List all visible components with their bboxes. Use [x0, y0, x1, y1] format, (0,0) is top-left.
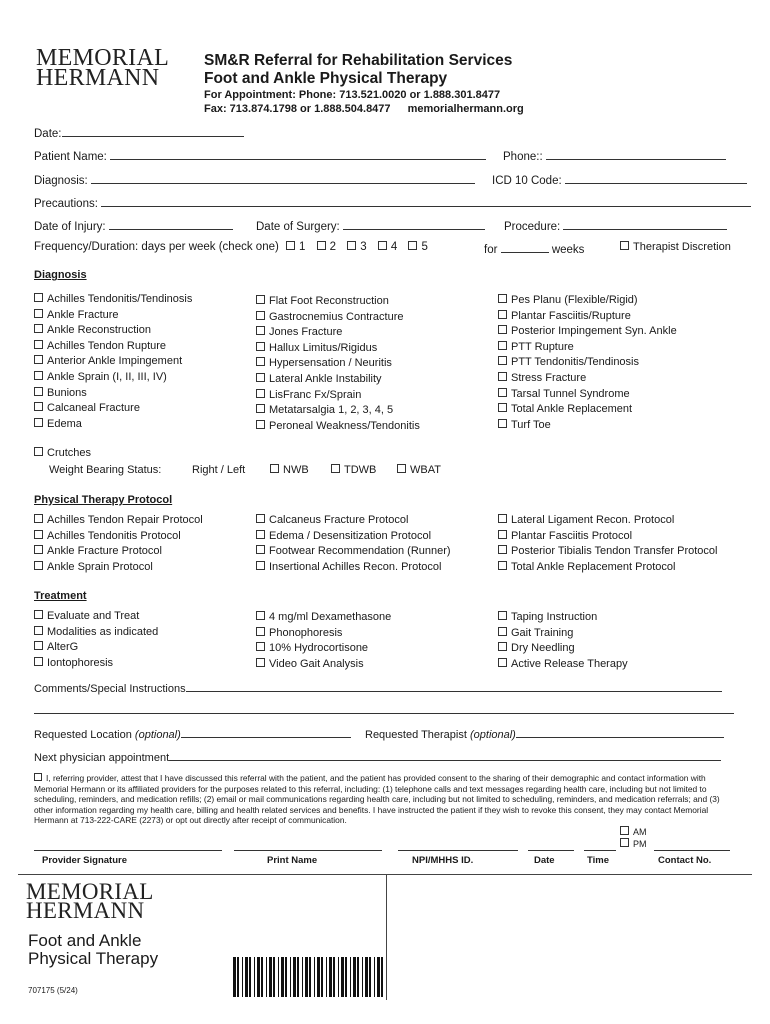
freq-option-4[interactable]: [378, 241, 397, 253]
checkbox-option[interactable]: [498, 610, 628, 626]
consent-statement[interactable]: [34, 773, 734, 826]
requested-location-field[interactable]: [34, 726, 351, 741]
option-label: Hypersensation / Neuritis: [269, 357, 392, 370]
checkbox-option[interactable]: [256, 544, 451, 560]
diagnosis-column-3: [498, 293, 677, 433]
option-label: Active Release Therapy: [511, 657, 628, 670]
option-label: 4 mg/ml Dexamethasone: [269, 611, 392, 623]
checkbox-option[interactable]: [498, 355, 677, 371]
procedure-label: Procedure:: [504, 221, 561, 233]
checkbox-option[interactable]: [256, 626, 391, 642]
side-label: Right / Left: [192, 464, 246, 476]
option-label: Calcaneal Fracture: [47, 402, 140, 415]
checkbox[interactable]: [256, 627, 265, 636]
logo-line-2: HERMANN: [36, 65, 160, 91]
option-label: Tarsal Tunnel Syndrome: [511, 387, 630, 400]
checkbox-option[interactable]: [256, 388, 420, 404]
pm-option[interactable]: [620, 838, 647, 850]
option-label: Peroneal Weakness/Tendonitis: [269, 419, 420, 432]
comments-line-2[interactable]: [34, 713, 734, 714]
option-label: Ankle Reconstruction: [47, 324, 151, 337]
memorial-hermann-logo: [36, 46, 169, 90]
option-label: Edema / Desensitization Protocol: [269, 529, 432, 542]
footer-logo-line-2: HERMANN: [26, 898, 145, 923]
checkbox[interactable]: [34, 387, 43, 396]
comments-field[interactable]: [34, 680, 722, 695]
freq-option-label: 5: [421, 241, 428, 253]
weeks-label: weeks: [551, 244, 585, 256]
comments-label: Comments/Special Instructions: [34, 683, 186, 695]
checkbox-option[interactable]: [498, 387, 677, 403]
protocol-column-2: [256, 513, 451, 575]
checkbox[interactable]: [286, 241, 295, 250]
fax-text: Fax: 713.874.1798 or 1.888.504.8477: [204, 103, 391, 115]
option-label: Ankle Sprain (I, II, III, IV): [47, 370, 167, 383]
checkbox[interactable]: [317, 241, 326, 250]
checkbox[interactable]: [498, 545, 507, 554]
weight-bearing-row: [49, 463, 161, 479]
date-line[interactable]: [528, 850, 574, 851]
checkbox-option[interactable]: [34, 401, 192, 417]
icd-label: ICD 10 Code:: [492, 175, 562, 187]
diagnosis-column-1: [34, 292, 192, 432]
date-of-surgery-label: Date of Surgery:: [256, 221, 340, 233]
checkbox-option[interactable]: [256, 513, 451, 529]
date-label: Date:: [34, 128, 62, 140]
checkbox-option[interactable]: [34, 544, 203, 560]
checkbox-option[interactable]: [34, 609, 158, 625]
checkbox[interactable]: [34, 371, 43, 380]
checkbox[interactable]: [34, 561, 43, 570]
requested-therapist-label: Requested Therapist: [365, 729, 467, 741]
option-label: Calcaneus Fracture Protocol: [269, 514, 409, 526]
therapist-discretion-option[interactable]: [620, 240, 731, 256]
checkbox-option[interactable]: [34, 339, 192, 355]
therapist-discretion-label: Therapist Discretion: [633, 241, 731, 253]
option-label: Posterior Impingement Syn. Ankle: [511, 325, 677, 338]
checkbox-option[interactable]: [498, 371, 677, 387]
checkbox-option[interactable]: [256, 341, 420, 357]
option-label: Stress Fracture: [511, 371, 587, 384]
contact-no-label: Contact No.: [658, 855, 712, 866]
crutches-label: Crutches: [47, 447, 92, 459]
freq-option-2[interactable]: [317, 241, 336, 253]
checkbox-option[interactable]: [34, 560, 203, 576]
print-name-line[interactable]: [234, 850, 382, 851]
option-label: Total Ankle Replacement: [511, 403, 633, 416]
am-label: AM: [633, 827, 647, 837]
appointment-phone: For Appointment: Phone: 713.521.0020 or 1.888.301.8477: [204, 89, 501, 101]
option-label: Footwear Recommendation (Runner): [269, 545, 451, 558]
checkbox[interactable]: [34, 657, 43, 666]
checkbox[interactable]: [498, 372, 507, 381]
option-label: Phonophoresis: [269, 626, 343, 639]
crutches-option[interactable]: [34, 446, 91, 462]
date-of-injury-field[interactable]: [34, 218, 233, 233]
checkbox[interactable]: [34, 355, 43, 364]
checkbox-option[interactable]: [256, 325, 420, 341]
date-of-injury-line[interactable]: [109, 218, 233, 230]
checkbox[interactable]: [256, 611, 265, 620]
option-label: Evaluate and Treat: [47, 610, 140, 622]
date-label: Date: [534, 855, 555, 866]
option-label: Plantar Fasciitis/Rupture: [511, 309, 631, 322]
checkbox[interactable]: [498, 658, 507, 667]
checkbox-option[interactable]: [498, 544, 717, 560]
checkbox-option[interactable]: [34, 417, 192, 433]
diagnosis-column-2: [256, 294, 420, 434]
checkbox-option[interactable]: [498, 560, 717, 576]
checkbox[interactable]: [256, 404, 265, 413]
option-label: Total Ankle Replacement Protocol: [511, 560, 676, 573]
checkbox[interactable]: [34, 293, 43, 302]
checkbox-option[interactable]: [34, 386, 192, 402]
weight-bearing-label: Weight Bearing Status:: [49, 464, 162, 476]
option-label: Achilles Tendonitis Protocol: [47, 529, 181, 542]
diagnosis-field[interactable]: [34, 172, 475, 187]
checkbox-option[interactable]: [256, 310, 420, 326]
checkbox[interactable]: [498, 294, 507, 303]
footer-logo-line-1: MEMORIAL: [26, 879, 154, 904]
footer-divider: [386, 874, 387, 1000]
time-line[interactable]: [584, 850, 616, 851]
checkbox[interactable]: [378, 241, 387, 250]
checkbox[interactable]: [498, 561, 507, 570]
option-label: Achilles Tendonitis/Tendinosis: [47, 293, 193, 305]
freq-option-3[interactable]: [347, 241, 366, 253]
checkbox[interactable]: [498, 642, 507, 651]
patient-name-field[interactable]: [34, 148, 486, 163]
phone-line[interactable]: [546, 148, 726, 160]
checkbox[interactable]: [34, 324, 43, 333]
consent-checkbox[interactable]: [34, 773, 42, 781]
option-label: Achilles Tendon Rupture: [47, 339, 167, 352]
optional-label: (optional): [134, 729, 181, 741]
checkbox-option[interactable]: [498, 529, 717, 545]
am-option[interactable]: [620, 826, 647, 838]
checkbox[interactable]: [34, 530, 43, 539]
pm-label: PM: [633, 839, 647, 849]
option-label: 10% Hydrocortisone: [269, 642, 369, 655]
form-number: 707175 (5/24): [28, 986, 78, 995]
wb-option-tdwb[interactable]: [331, 463, 376, 479]
option-label: Lateral Ankle Instability: [269, 372, 382, 385]
next-appointment-label: Next physician appointment: [34, 752, 170, 764]
form-subtitle: Foot and Ankle Physical Therapy: [204, 70, 448, 87]
checkbox[interactable]: [498, 530, 507, 539]
checkbox[interactable]: [34, 402, 43, 411]
npi-label: NPI/MHHS ID.: [412, 855, 474, 866]
provider-signature-line[interactable]: [34, 850, 222, 851]
option-label: Flat Foot Reconstruction: [269, 295, 389, 307]
protocol-column-1: [34, 513, 203, 575]
date-of-injury-label: Date of Injury:: [34, 221, 106, 233]
checkbox[interactable]: [34, 610, 43, 619]
patient-name-label: Patient Name:: [34, 151, 107, 163]
precautions-line[interactable]: [101, 195, 751, 207]
optional-label: (optional): [469, 729, 516, 741]
checkbox-option[interactable]: [34, 529, 203, 545]
checkbox[interactable]: [397, 464, 406, 473]
wb-option-label: TDWB: [344, 464, 377, 476]
checkbox[interactable]: [498, 310, 507, 319]
checkbox-option[interactable]: [498, 641, 628, 657]
checkbox[interactable]: [408, 241, 417, 250]
precautions-field[interactable]: [34, 195, 751, 210]
checkbox-option[interactable]: [256, 560, 451, 576]
checkbox[interactable]: [256, 420, 265, 429]
requested-location-line[interactable]: [181, 726, 351, 738]
checkbox-option[interactable]: [34, 323, 192, 339]
option-label: Edema: [47, 417, 82, 430]
checkbox[interactable]: [34, 418, 43, 427]
wb-option-label: NWB: [283, 464, 309, 476]
checkbox[interactable]: [498, 356, 507, 365]
freq-option-label: 4: [390, 241, 398, 253]
checkbox[interactable]: [256, 545, 265, 554]
wb-option-label: WBAT: [410, 464, 441, 476]
checkbox-option[interactable]: [34, 292, 192, 308]
protocol-column-3: [498, 513, 717, 575]
checkbox-option[interactable]: [34, 354, 192, 370]
date-line[interactable]: [62, 125, 244, 137]
option-label: Metatarsalgia 1, 2, 3, 4, 5: [269, 404, 394, 417]
weeks-line[interactable]: [501, 241, 549, 253]
checkbox-option[interactable]: [256, 294, 420, 310]
freq-option-5[interactable]: [408, 241, 427, 253]
footer-memorial-hermann-logo: [26, 880, 154, 922]
next-appointment-line[interactable]: [169, 749, 721, 761]
consent-text: I, referring provider, attest that I have discussed this referral with the patient, and the patient has provided consent to the sharing of their demographic and contact information with Memorial Hermann or its affiliated providers for the purposes related to this referral, including: (1) telephone calls and text messages regarding health care, including but not limited to scheduling, reminders, and medication refills; (2) email or mail communications regarding health care, including but not limited to scheduling, reminders, and medication referrals; and (3) other information regarding my health care, billing and health related services and benefits. I have instructed the patient if they wish to revoke this consent, they may contact Memorial Hermann at 713-222-CARE (2273) or opt out directly after receipt of communication.: [34, 773, 720, 826]
checkbox[interactable]: [498, 514, 507, 523]
treatment-column-1: [34, 609, 158, 671]
provider-signature-label: Provider Signature: [42, 855, 127, 866]
checkbox[interactable]: [256, 326, 265, 335]
checkbox[interactable]: [256, 295, 265, 304]
npi-line[interactable]: [398, 850, 518, 851]
checkbox[interactable]: [270, 464, 279, 473]
checkbox-option[interactable]: [498, 293, 677, 309]
footer-title-2: Physical Therapy: [28, 949, 159, 968]
checkbox[interactable]: [256, 342, 265, 351]
option-label: Ankle Fracture: [47, 308, 119, 321]
diagnosis-line[interactable]: [91, 172, 475, 184]
comments-line[interactable]: [186, 680, 722, 692]
option-label: Iontophoresis: [47, 656, 114, 669]
checkbox[interactable]: [498, 419, 507, 428]
checkbox-option[interactable]: [256, 610, 391, 626]
checkbox[interactable]: [498, 611, 507, 620]
requested-therapist-line[interactable]: [516, 726, 724, 738]
protocol-heading: Physical Therapy Protocol: [34, 494, 173, 506]
checkbox-option[interactable]: [256, 356, 420, 372]
option-label: LisFranc Fx/Sprain: [269, 388, 362, 401]
option-label: Gait Training: [511, 626, 574, 639]
checkbox[interactable]: [347, 241, 356, 250]
option-label: Posterior Tibialis Tendon Transfer Protocol: [511, 545, 718, 558]
checkbox[interactable]: [498, 341, 507, 350]
checkbox[interactable]: [498, 403, 507, 412]
checkbox[interactable]: [34, 309, 43, 318]
wb-option-nwb[interactable]: [270, 463, 309, 479]
checkbox-option[interactable]: [498, 309, 677, 325]
option-label: Hallux Limitus/Rigidus: [269, 341, 378, 354]
checkbox-option[interactable]: [498, 626, 628, 642]
option-label: Achilles Tendon Repair Protocol: [47, 514, 203, 526]
time-label: Time: [587, 855, 610, 866]
checkbox-option[interactable]: [34, 370, 192, 386]
patient-name-line[interactable]: [110, 148, 486, 160]
option-label: Ankle Fracture Protocol: [47, 545, 162, 558]
checkbox[interactable]: [331, 464, 340, 473]
checkbox-option[interactable]: [256, 403, 420, 419]
fax-number: [204, 102, 524, 116]
date-field[interactable]: [34, 125, 244, 140]
checkbox-option[interactable]: [256, 372, 420, 388]
checkbox[interactable]: [620, 241, 629, 250]
weeks-field[interactable]: [484, 241, 584, 256]
option-label: Taping Instruction: [511, 611, 598, 623]
checkbox-option[interactable]: [34, 513, 203, 529]
checkbox-option[interactable]: [34, 656, 158, 672]
freq-option-1[interactable]: [286, 241, 305, 253]
checkbox-option[interactable]: [498, 340, 677, 356]
checkbox[interactable]: [256, 530, 265, 539]
option-label: Turf Toe: [511, 418, 551, 431]
option-label: Jones Fracture: [269, 326, 343, 339]
option-label: Pes Planu (Flexible/Rigid): [511, 294, 638, 306]
checkbox[interactable]: [256, 514, 265, 523]
checkbox-option[interactable]: [498, 513, 717, 529]
checkbox[interactable]: [620, 826, 629, 835]
checkbox[interactable]: [34, 641, 43, 650]
date-of-surgery-field[interactable]: [256, 218, 485, 233]
checkbox[interactable]: [256, 389, 265, 398]
checkbox[interactable]: [256, 658, 265, 667]
option-label: PTT Tendonitis/Tendinosis: [511, 356, 639, 369]
checkbox-option[interactable]: [34, 640, 158, 656]
procedure-line[interactable]: [563, 218, 727, 230]
checkbox-option[interactable]: [256, 641, 391, 657]
option-label: Video Gait Analysis: [269, 657, 364, 670]
freq-option-label: 1: [299, 241, 306, 253]
barcode: [233, 957, 385, 997]
icd-line[interactable]: [565, 172, 747, 184]
checkbox[interactable]: [34, 626, 43, 635]
requested-therapist-field[interactable]: [365, 726, 724, 741]
footer-title-1: Foot and Ankle: [28, 931, 142, 950]
checkbox[interactable]: [34, 340, 43, 349]
diagnosis-heading: Diagnosis: [34, 269, 87, 281]
option-label: Gastrocnemius Contracture: [269, 310, 404, 323]
checkbox[interactable]: [498, 627, 507, 636]
checkbox[interactable]: [256, 561, 265, 570]
checkbox-option[interactable]: [256, 529, 451, 545]
treatment-column-2: [256, 610, 391, 672]
checkbox[interactable]: [620, 838, 629, 847]
checkbox[interactable]: [34, 447, 43, 456]
procedure-field[interactable]: [504, 218, 727, 233]
website: memorialhermann.org: [407, 103, 524, 115]
icd-field[interactable]: [492, 172, 747, 187]
checkbox[interactable]: [256, 642, 265, 651]
option-label: AlterG: [47, 641, 79, 654]
option-label: Insertional Achilles Recon. Protocol: [269, 560, 442, 573]
option-label: PTT Rupture: [511, 340, 574, 353]
diagnosis-label: Diagnosis:: [34, 175, 88, 187]
checkbox[interactable]: [256, 311, 265, 320]
requested-location-label: Requested Location: [34, 729, 132, 741]
date-of-surgery-line[interactable]: [343, 218, 485, 230]
logo-line-1: MEMORIAL: [36, 45, 170, 71]
form-title: SM&R Referral for Rehabilitation Services: [204, 52, 513, 69]
freq-option-label: 2: [329, 241, 337, 253]
checkbox[interactable]: [256, 373, 265, 382]
checkbox-option[interactable]: [498, 657, 628, 673]
precautions-label: Precautions:: [34, 198, 98, 210]
print-name-label: Print Name: [267, 855, 318, 866]
for-label: for: [484, 244, 498, 256]
contact-line[interactable]: [654, 850, 730, 851]
option-label: Lateral Ligament Recon. Protocol: [511, 514, 675, 526]
checkbox[interactable]: [498, 388, 507, 397]
next-appointment-field[interactable]: [34, 749, 721, 764]
frequency-label: Frequency/Duration: days per week (check one): [34, 241, 279, 253]
option-label: Anterior Ankle Impingement: [47, 355, 183, 368]
option-label: Dry Needling: [511, 642, 575, 655]
option-label: Plantar Fasciitis Protocol: [511, 529, 633, 542]
option-label: Bunions: [47, 386, 87, 399]
checkbox-option[interactable]: [498, 324, 677, 340]
option-label: Ankle Sprain Protocol: [47, 560, 153, 573]
checkbox-option[interactable]: [34, 308, 192, 324]
checkbox[interactable]: [34, 545, 43, 554]
frequency-row: [34, 241, 428, 253]
checkbox[interactable]: [256, 357, 265, 366]
checkbox-option[interactable]: [256, 657, 391, 673]
checkbox-option[interactable]: [498, 402, 677, 418]
treatment-column-3: [498, 610, 628, 672]
checkbox-option[interactable]: [498, 418, 677, 434]
checkbox-option[interactable]: [34, 625, 158, 641]
checkbox-option[interactable]: [256, 419, 420, 435]
phone-field[interactable]: [503, 148, 726, 163]
checkbox[interactable]: [498, 325, 507, 334]
freq-option-label: 3: [360, 241, 367, 253]
option-label: Modalities as indicated: [47, 625, 159, 638]
phone-label: Phone::: [503, 151, 543, 163]
treatment-heading: Treatment: [34, 590, 87, 602]
checkbox[interactable]: [34, 514, 43, 523]
wb-option-wbat[interactable]: [397, 463, 441, 479]
